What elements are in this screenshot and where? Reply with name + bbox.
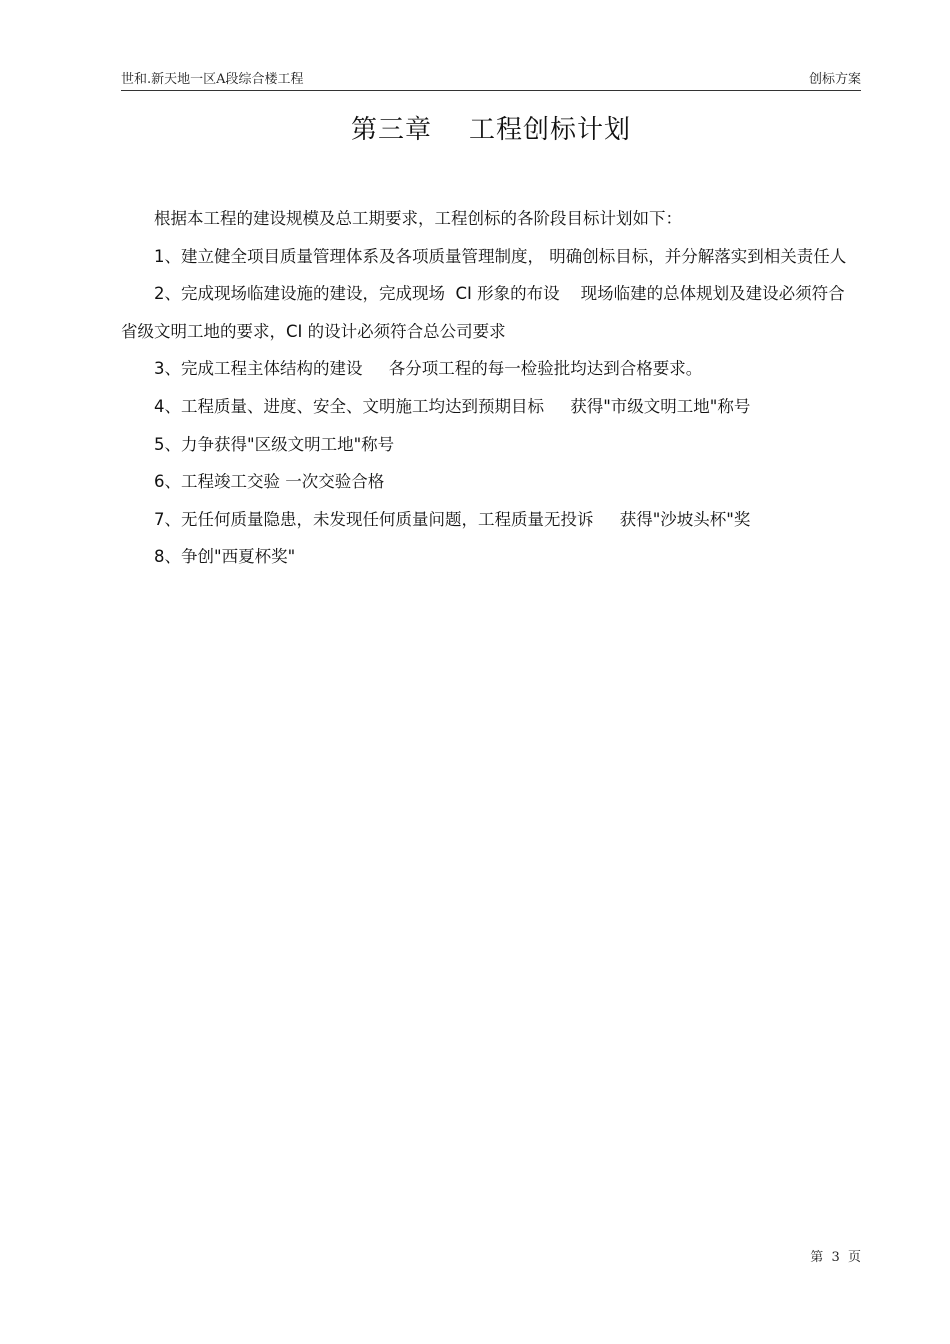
page-number: 第 3 页 (810, 1250, 861, 1265)
body-content (121, 200, 861, 576)
goal-item-4: 4、工程质量、进度、安全、文明施工均达到预期目标 获得"市级文明工地"称号 (154, 396, 751, 416)
page-header (121, 71, 861, 89)
goal-item-7: 7、无任何质量隐患，未发现任何质量问题，工程质量无投诉 获得"沙坡头杯"奖 (154, 509, 751, 529)
goal-item-5: 5、力争获得"区级文明工地"称号 (154, 434, 395, 454)
goal-item-3: 3、完成工程主体结构的建设 各分项工程的每一检验批均达到合格要求。 (154, 359, 703, 379)
header-document-type: 创标方案 (808, 72, 861, 87)
chapter-title: 第三章 工程创标计划 (350, 115, 632, 145)
goal-item-1: 1、建立健全项目质量管理体系及各项质量管理制度， 明确创标目标，并分解落实到相关责任人 (154, 246, 847, 266)
goal-item-2: 2、完成现场临建设施的建设，完成现场 CI 形象的布设 现场临建的总体规划及建设必须符合省级文明工地的要求，CI 的设计必须符合总公司要求 (121, 284, 845, 341)
goal-item-6: 6、工程竣工交验 一次交验合格 (154, 472, 385, 492)
header-divider (121, 90, 861, 91)
header-project-name: 世和.新天地一区A段综合楼工程 (121, 72, 304, 87)
intro-paragraph: 根据本工程的建设规模及总工期要求，工程创标的各阶段目标计划如下： (154, 209, 682, 228)
goal-item-8: 8、争创"西夏杯奖" (154, 547, 296, 567)
